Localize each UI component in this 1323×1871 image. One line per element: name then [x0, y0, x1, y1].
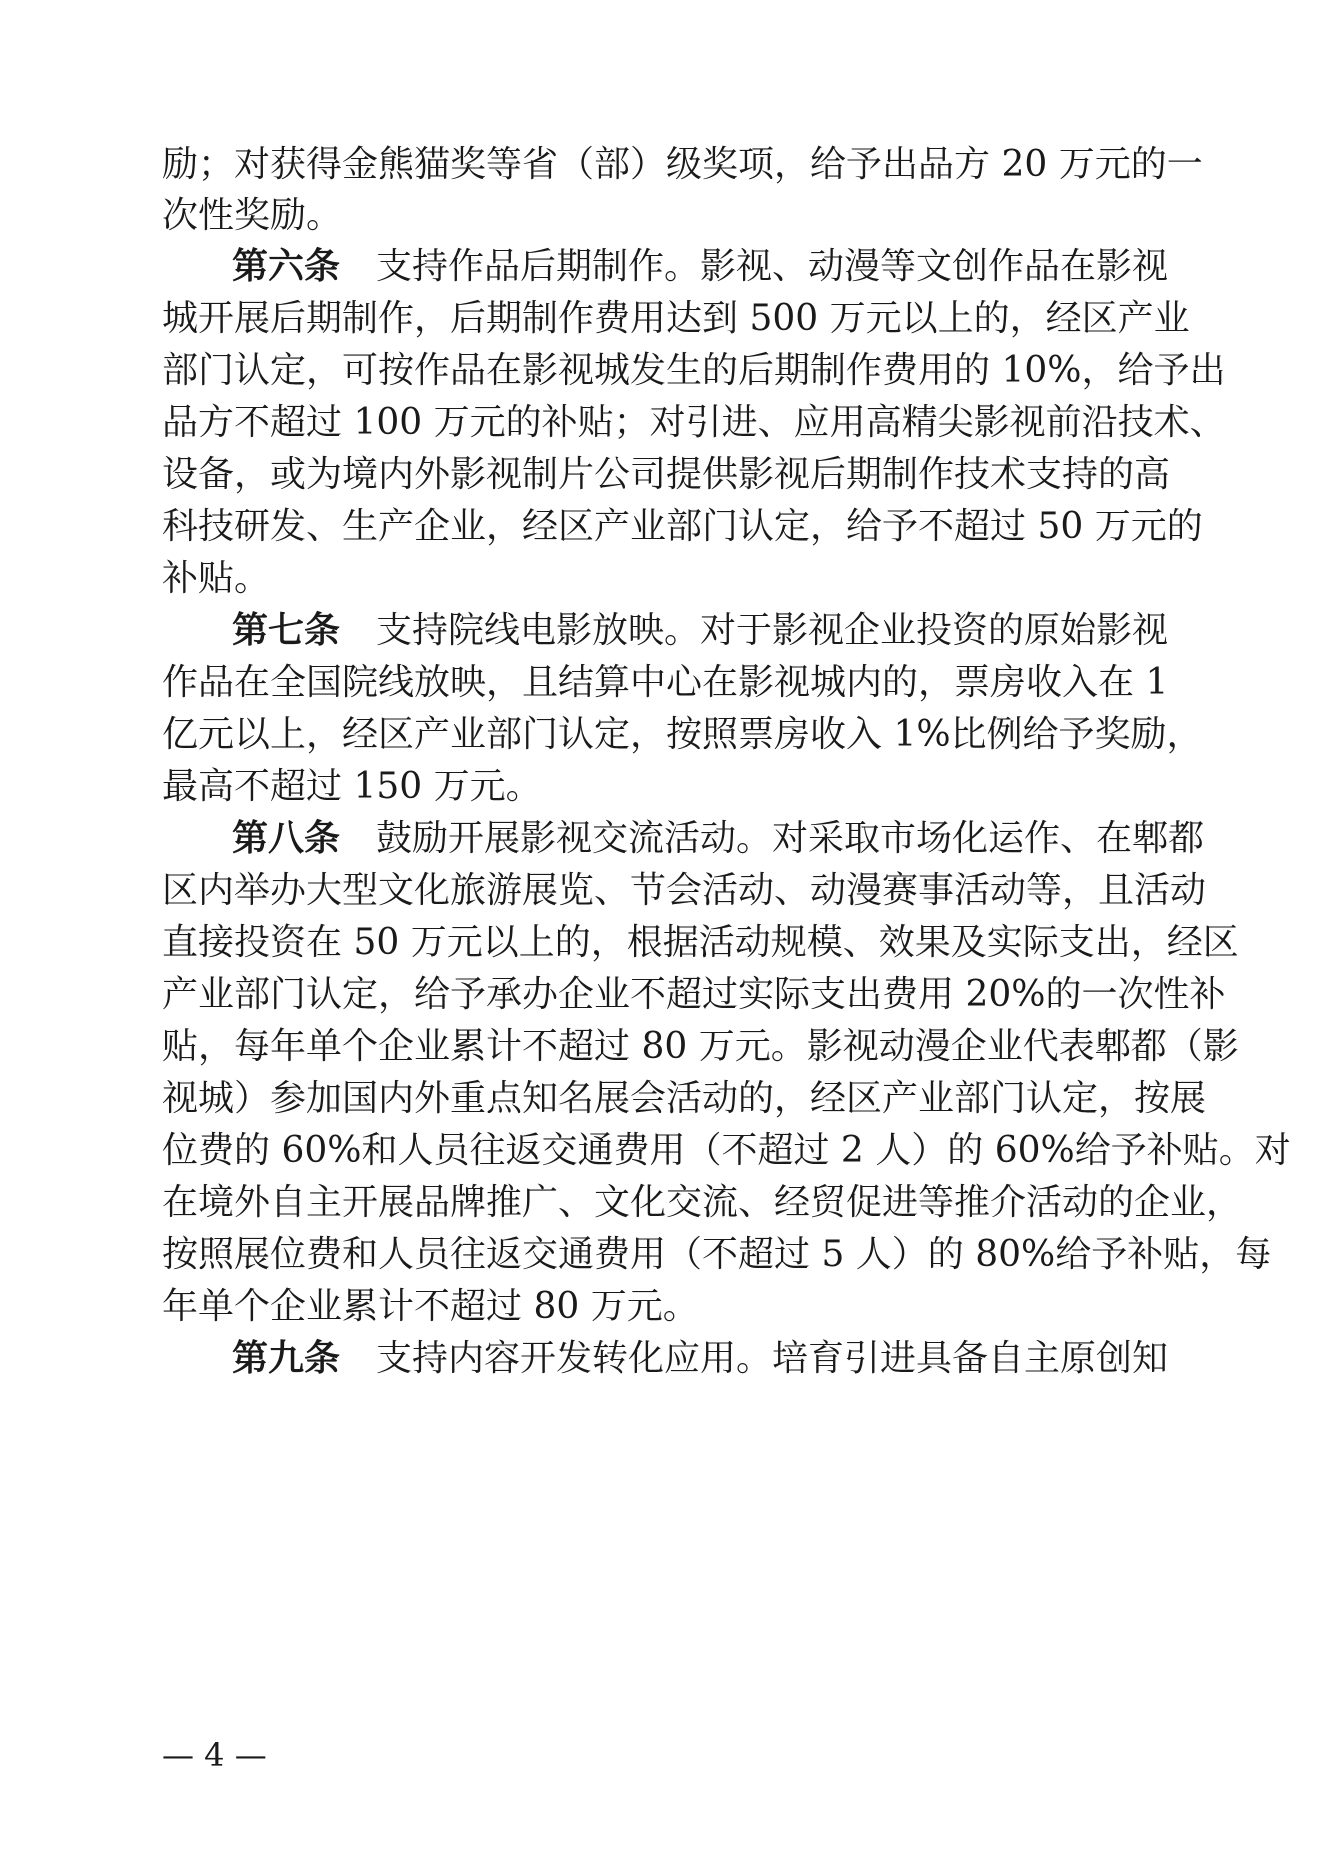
text-line: 补贴。 — [162, 558, 271, 599]
text-line: 作品在全国院线放映，且结算中心在影视城内的，票房收入在 1 — [162, 662, 1169, 703]
article-9-text: 支持内容开发转化应用。培育引进具备自主原创知 — [376, 1338, 1169, 1379]
text-line: 励；对获得金熊猫奖等省（部）级奖项，给予出品方 20 万元的一 — [162, 144, 1203, 185]
text-line: 按照展位费和人员往返交通费用（不超过 5 人）的 80%给予补贴，每 — [162, 1234, 1272, 1275]
article-7-first-line — [232, 602, 1169, 660]
text-line: 区内举办大型文化旅游展览、节会活动、动漫赛事活动等，且活动 — [162, 870, 1207, 911]
text-line: 亿元以上，经区产业部门认定，按照票房收入 1%比例给予奖励， — [162, 714, 1203, 755]
article-6-text: 支持作品后期制作。影视、动漫等文创作品在影视 — [376, 246, 1169, 287]
text-line: 视城）参加国内外重点知名展会活动的，经区产业部门认定，按展 — [162, 1078, 1207, 1119]
article-8-text: 鼓励开展影视交流活动。对采取市场化运作、在郫都 — [376, 818, 1205, 859]
article-6-first-line — [232, 238, 1169, 296]
article-8-first-line — [232, 810, 1205, 868]
text-line: 年单个企业累计不超过 80 万元。 — [162, 1286, 699, 1327]
article-6-heading: 第六条 — [232, 246, 341, 287]
article-9-first-line — [232, 1330, 1169, 1388]
article-7-text: 支持院线电影放映。对于影视企业投资的原始影视 — [376, 610, 1169, 651]
text-line: 产业部门认定，给予承办企业不超过实际支出费用 20%的一次性补 — [162, 974, 1226, 1015]
text-line: 最高不超过 150 万元。 — [162, 766, 542, 807]
article-7-heading: 第七条 — [232, 610, 341, 651]
page-number: — 4 — — [162, 1736, 267, 1774]
text-line: 城开展后期制作，后期制作费用达到 500 万元以上的，经区产业 — [162, 298, 1190, 339]
text-line: 部门认定，可按作品在影视城发生的后期制作费用的 10%，给予出 — [162, 350, 1226, 391]
article-9-heading: 第九条 — [232, 1338, 341, 1379]
article-8-heading: 第八条 — [232, 818, 341, 859]
text-line: 设备，或为境内外影视制片公司提供影视后期制作技术支持的高 — [162, 454, 1171, 495]
text-line: 位费的 60%和人员往返交通费用（不超过 2 人）的 60%给予补贴。对 — [162, 1130, 1291, 1171]
text-line: 品方不超过 100 万元的补贴；对引进、应用高精尖影视前沿技术、 — [162, 402, 1226, 443]
text-line: 在境外自主开展品牌推广、文化交流、经贸促进等推介活动的企业， — [162, 1182, 1243, 1223]
text-line: 贴，每年单个企业累计不超过 80 万元。影视动漫企业代表郫都（影 — [162, 1026, 1239, 1067]
text-line: 科技研发、生产企业，经区产业部门认定，给予不超过 50 万元的 — [162, 506, 1203, 547]
text-line: 直接投资在 50 万元以上的，根据活动规模、效果及实际支出，经区 — [162, 922, 1239, 963]
text-line: 次性奖励。 — [162, 195, 343, 236]
